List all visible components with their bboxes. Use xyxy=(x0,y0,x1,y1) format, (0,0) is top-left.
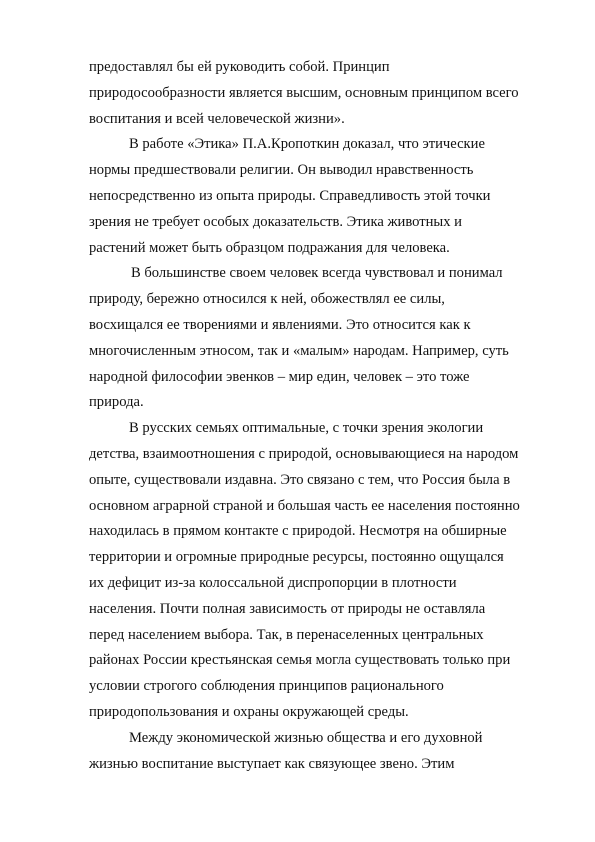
text-line: населения. Почти полная зависимость от природы не оставляла xyxy=(89,600,486,617)
text-line: находилась в прямом контакте с природой. Несмотря на обширные xyxy=(89,523,507,540)
text-line: растений может быть образцом подражания для человека. xyxy=(89,239,450,256)
text-line: природа. xyxy=(89,394,144,411)
paragraph-first-line: В большинстве своем человек всегда чувствовал и понимал xyxy=(131,265,503,282)
text-line: непосредственно из опыта природы. Справедливость этой точки xyxy=(89,187,491,204)
paragraph-first-line: В работе «Этика» П.А.Кропоткин доказал, что этические xyxy=(129,136,485,153)
text-line: жизнью воспитание выступает как связующее звено. Этим xyxy=(89,755,455,772)
document-body xyxy=(89,55,529,777)
text-line: природосообразности является высшим, основным принципом всего xyxy=(89,84,519,101)
text-line: условии строгого соблюдения принципов рационального xyxy=(89,678,444,695)
text-line: природопользования и охраны окружающей среды. xyxy=(89,703,409,720)
text-line: предоставлял бы ей руководить собой. Принцип xyxy=(89,59,390,75)
text-line: многочисленным этносом, так и «малым» народам. Например, суть xyxy=(89,342,509,359)
text-line: основном аграрной страной и большая часть ее населения постоянно xyxy=(89,497,520,514)
text-line: опыте, существовали издавна. Это связано с тем, что Россия была в xyxy=(89,471,511,488)
text-line: природу, бережно относился к ней, обожествлял ее силы, xyxy=(89,291,445,308)
text-line: воспитания и всей человеческой жизни». xyxy=(89,110,345,127)
text-line: районах России крестьянская семья могла существовать только при xyxy=(89,652,511,669)
text-line: детства, взаимоотношения с природой, основывающиеся на народом xyxy=(89,445,519,462)
text-line: их дефицит из-за колоссальной диспропорции в плотности xyxy=(89,574,457,591)
text-line: нормы предшествовали религии. Он выводил нравственность xyxy=(89,162,474,179)
text-line: народной философии эвенков – мир един, человек – это тоже xyxy=(89,368,470,385)
paragraph-first-line: Между экономической жизнью общества и его духовной xyxy=(129,729,483,746)
text-line: восхищался ее творениями и явлениями. Это относится как к xyxy=(89,316,471,333)
paragraph-first-line: В русских семьях оптимальные, с точки зрения экологии xyxy=(129,420,484,437)
text-line: перед населением выбора. Так, в перенаселенных центральных xyxy=(89,626,484,643)
text-line: зрения не требует особых доказательств. Этика животных и xyxy=(89,213,462,230)
text-line: территории и огромные природные ресурсы, постоянно ощущался xyxy=(89,549,504,566)
